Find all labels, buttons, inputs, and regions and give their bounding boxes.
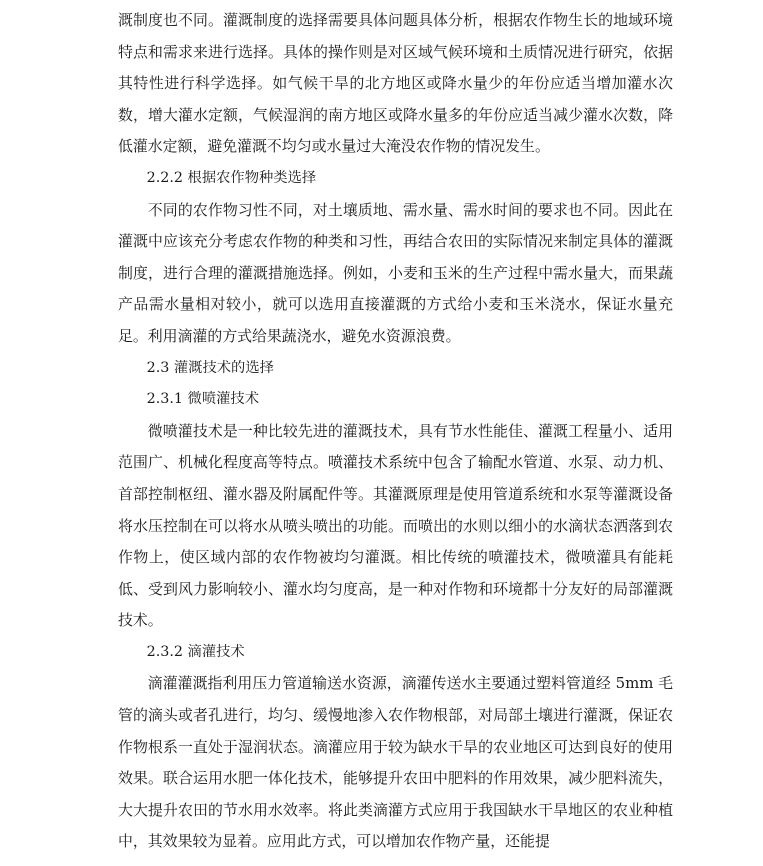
section-heading-2-3-1: 2.3.1 微喷灌技术 [146, 391, 259, 408]
section-heading-2-2-2: 2.2.2 根据农作物种类选择 [146, 169, 317, 186]
document-body [118, 5, 673, 858]
paragraph-crop-type-selection: 不同的农作物习性不同，对土壤质地、需水量、需水时间的要求也不同。因此在灌溉中应该充分考虑农作物的种类和习性，再结合农田的实际情况来制定具体的灌溉制度，进行合理的灌溉措施选择。例如，小麦和玉米的生产过程中需水量大，而果蔬产品需水量相对较小，就可以选用直接灌溉的方式给小麦和玉米浇水，保证水量充足。利用滴灌的方式给果蔬浇水，避免水资源浪费。 [118, 200, 673, 345]
paragraph-irrigation-schedule-continued: 溉制度也不同。灌溉制度的选择需要具体问题具体分析，根据农作物生长的地域环境特点和需求来进行选择。具体的操作则是对区域气候环境和土质情况进行研究，依据其特性进行科学选择。如气候干旱的北方地区或降水量少的年份应适当增加灌水次数，增大灌水定额，气候湿润的南方地区或降水量多的年份应适当减少灌水次数，降低灌水定额，避免灌溉不均匀或水量过大淹没农作物的情况发生。 [118, 11, 673, 156]
paragraph-drip-irrigation: 滴灌灌溉指利用压力管道输送水资源，滴灌传送水主要通过塑料管道经 5mm 毛管的滴头或者孔进行，均匀、缓慢地渗入农作物根部，对局部土壤进行灌溉，保证农作物根系一直处于湿润状态。滴灌应用于较为缺水干旱的农业地区可达到良好的使用效果。联合运用水肥一体化技术，能够提升农田中肥料的作用效果，减少肥料流失，大大提升农田的节水用水效率。将此类滴灌方式应用于我国缺水干旱地区的农业种植中，其效果较为显着。应用此方式，可以增加农作物产量，还能提 [118, 674, 673, 851]
section-heading-2-3-2: 2.3.2 滴灌技术 [146, 643, 245, 660]
paragraph-micro-sprinkler: 微喷灌技术是一种比较先进的灌溉技术，具有节水性能佳、灌溉工程量小、适用范围广、机械化程度高等特点。喷灌技术系统中包含了输配水管道、水泵、动力机、首部控制枢纽、灌水器及附属配件等。其灌溉原理是使用管道系统和水泵等灌溉设备将水压控制在可以将水从喷头喷出的功能。而喷出的水则以细小的水滴状态洒落到农作物上，使区域内部的农作物被均匀灌溉。相比传统的喷灌技术，微喷灌具有能耗低、受到风力影响较小、灌水均匀度高，是一种对作物和环境都十分友好的局部灌溉技术。 [118, 421, 673, 630]
section-heading-2-3: 2.3 灌溉技术的选择 [146, 359, 274, 376]
